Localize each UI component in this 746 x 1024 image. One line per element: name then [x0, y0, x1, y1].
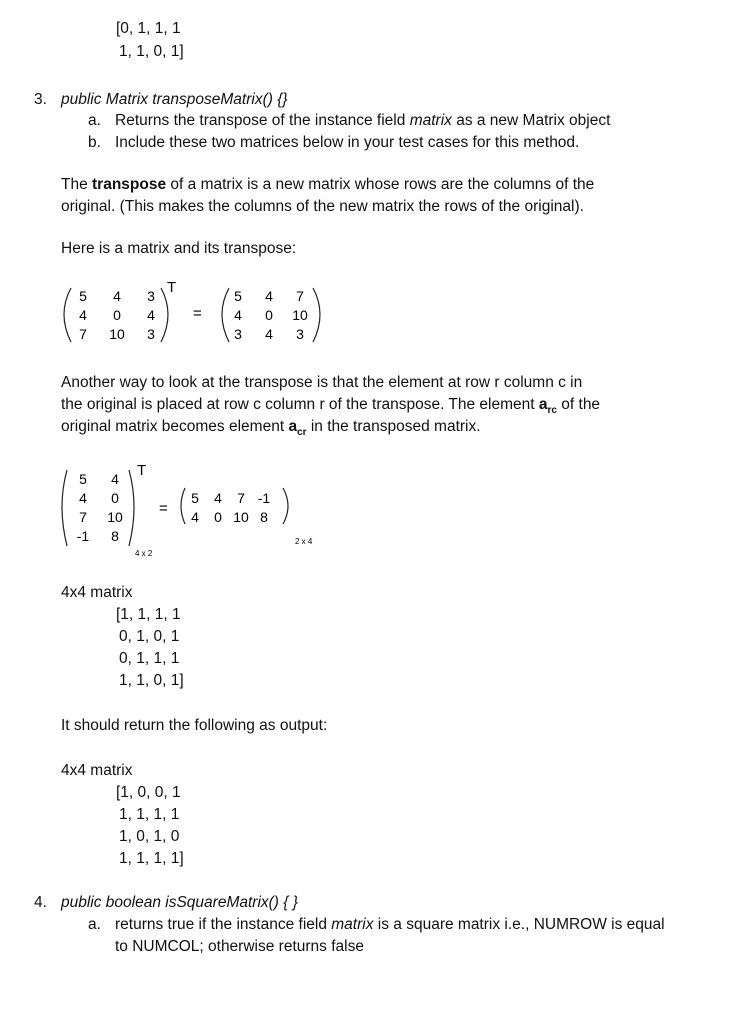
test-output-row-4: 1, 1, 1, 1]: [119, 850, 184, 867]
element-a-rc: a: [538, 396, 548, 413]
test-input-row-4: 1, 1, 0, 1]: [119, 672, 184, 689]
item-4a-post: is a square matrix i.e., NUMROW is equal: [373, 916, 665, 933]
ex1-right-matrix-cell: 3: [234, 326, 242, 342]
item-3a-post: as a new Matrix object: [451, 112, 611, 129]
item-4a-pre: returns true if the instance field: [115, 916, 332, 933]
para1-bold: transpose: [92, 176, 167, 193]
ex1-right-matrix-cell: 3: [296, 326, 304, 342]
item-3b-text: Include these two matrices below in your test cases for this method.: [115, 134, 580, 151]
left-paren-open: [64, 288, 71, 342]
ex1-right-matrix-cell: 4: [265, 288, 273, 304]
ex2-left-matrix-cell: 4: [79, 490, 87, 506]
ex1-right-matrix-cell: 0: [265, 307, 273, 323]
ex2-right-paren-open: [181, 488, 185, 524]
ex2-left-paren-open: [62, 470, 67, 546]
ex2-right-matrix-cell: 5: [191, 490, 199, 506]
transpose-definition-line-1: [61, 174, 594, 196]
element-a-cr-subscript: cr: [297, 427, 307, 439]
ex2-transpose-symbol: T: [137, 462, 147, 479]
ex2-equals-sign: =: [159, 500, 168, 517]
ex2-left-matrix-cell: 0: [111, 490, 119, 506]
test-output-row-3: 1, 0, 1, 0: [119, 828, 180, 845]
ex1-left-matrix-cell: 5: [79, 288, 87, 304]
item-4a-label: a.: [88, 916, 101, 933]
ex2-right-matrix-cell: 0: [214, 509, 222, 525]
ex2-left-matrix-cell: 4: [111, 471, 119, 487]
para1-pre: The: [61, 176, 93, 193]
transpose-example-1: [55, 276, 345, 356]
ex1-right-matrix-cell: 7: [296, 288, 304, 304]
ex1-left-matrix-cell: 3: [147, 326, 155, 342]
output-intro: It should return the following as output:: [61, 717, 328, 734]
para1-post: of a matrix is a new matrix whose rows are the columns of the: [166, 176, 595, 193]
ex2-left-matrix-cell: 10: [107, 509, 123, 525]
test-input-row-2: 0, 1, 0, 1: [119, 628, 180, 645]
right-paren-open: [222, 288, 229, 342]
ex2-right-matrix-cell: 4: [191, 509, 199, 525]
test-input-row-3: 0, 1, 1, 1: [119, 650, 180, 667]
element-a-cr: a: [288, 418, 298, 435]
top-matrix-row-1: [0, 1, 1, 1: [116, 20, 181, 37]
item-3-signature: public Matrix transposeMatrix() {}: [61, 91, 288, 108]
item-3a-italic: matrix: [409, 112, 452, 129]
ex1-left-matrix-cell: 4: [113, 288, 121, 304]
item-3a-pre: Returns the transpose of the instance field: [115, 112, 410, 129]
ex2-left-matrix-cell: 7: [79, 509, 87, 525]
ex2-right-matrix-cell: 8: [260, 509, 268, 525]
item-4a-italic: matrix: [331, 916, 374, 933]
top-matrix-row-2: 1, 1, 0, 1]: [119, 43, 184, 60]
ex2-right-matrix-cell: 4: [214, 490, 222, 506]
example-intro: Here is a matrix and its transpose:: [61, 240, 297, 257]
equals-sign: =: [193, 305, 202, 322]
item-3a-text: [115, 110, 610, 132]
item-4a-text-line-2: to NUMCOL; otherwise returns false: [115, 938, 364, 955]
item-4-signature: public boolean isSquareMatrix() { }: [61, 894, 298, 911]
ex1-right-matrix-cell: 10: [292, 307, 308, 323]
ex1-left-matrix-cell: 4: [147, 307, 155, 323]
ex1-left-matrix-cell: 10: [109, 326, 125, 342]
ex1-right-matrix-cell: 4: [265, 326, 273, 342]
element-explanation-line-3: [61, 416, 481, 444]
ex2-right-matrix-cell: -1: [257, 490, 271, 506]
item-3-number: 3.: [34, 91, 47, 108]
item-3a-label: a.: [88, 112, 101, 129]
transpose-symbol: T: [167, 279, 177, 296]
test-output-row-2: 1, 1, 1, 1: [119, 806, 180, 823]
ex2-right-matrix-cell: 10: [233, 509, 249, 525]
para3-line2: the original is placed at row c column r of the transpose. The element: [61, 396, 539, 413]
left-paren-close: [161, 288, 168, 342]
ex1-right-matrix-cell: 4: [234, 307, 242, 323]
ex1-left-matrix-cell: 0: [113, 307, 121, 323]
ex2-right-paren-close: [283, 488, 288, 524]
para3-line3-pre: original matrix becomes element: [61, 418, 289, 435]
ex2-right-dimension: 2 x 4: [295, 537, 313, 546]
transpose-definition-line-2: original. (This makes the columns of the new matrix the rows of the original).: [61, 198, 584, 215]
item-4-number: 4.: [34, 894, 47, 911]
test-input-row-1: [1, 1, 1, 1: [116, 606, 181, 623]
test-output-row-1: [1, 0, 0, 1: [116, 784, 181, 801]
element-a-rc-subscript: rc: [547, 405, 557, 417]
transpose-example-2: [55, 460, 345, 565]
ex2-left-matrix-cell: 5: [79, 471, 87, 487]
test-output-title: 4x4 matrix: [61, 762, 133, 779]
ex2-left-paren-close: [129, 470, 134, 546]
para3-line2-end: of the: [556, 396, 601, 413]
item-4a-text-line-1: [115, 914, 665, 936]
test-input-title: 4x4 matrix: [61, 584, 133, 601]
ex1-left-matrix-cell: 3: [147, 288, 155, 304]
ex1-right-matrix-cell: 5: [234, 288, 242, 304]
ex2-left-matrix-cell: -1: [76, 528, 90, 544]
element-explanation-line-1: Another way to look at the transpose is that the element at row r column c in: [61, 374, 583, 391]
ex2-left-dimension: 4 x 2: [135, 549, 153, 558]
ex2-right-matrix-cell: 7: [237, 490, 245, 506]
right-paren-close: [313, 288, 320, 342]
ex1-left-matrix-cell: 4: [79, 307, 87, 323]
ex2-left-matrix-cell: 8: [111, 528, 119, 544]
item-3b-label: b.: [88, 134, 101, 151]
para3-line3-post: in the transposed matrix.: [306, 418, 481, 435]
ex1-left-matrix-cell: 7: [79, 326, 87, 342]
